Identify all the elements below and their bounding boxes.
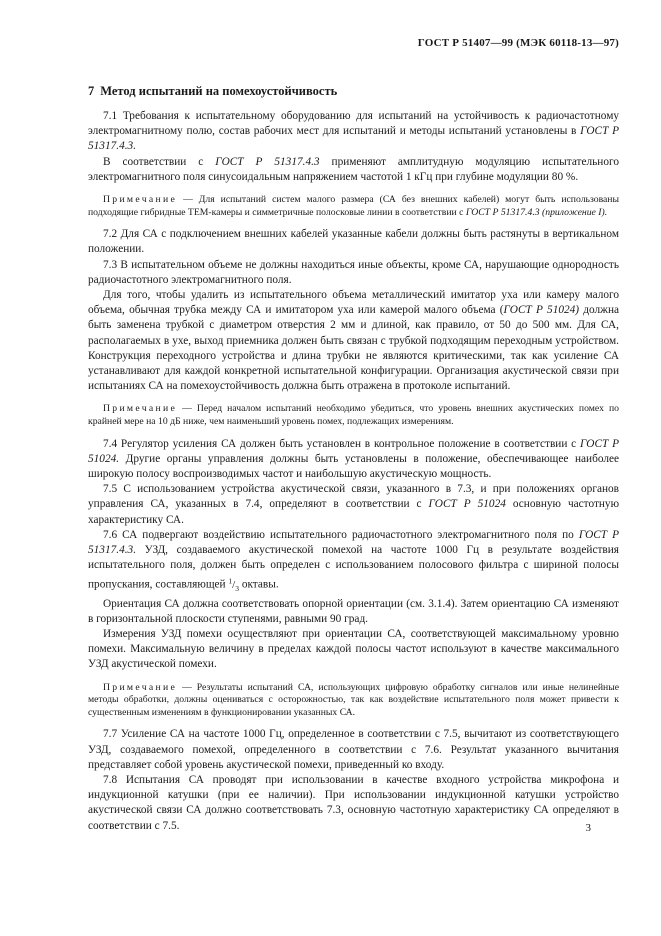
- standard-reference: ГОСТ Р 51317.4.3.: [88, 125, 619, 153]
- section-title: Метод испытаний на помехоустойчивость: [100, 84, 338, 98]
- paragraph-modulation: [88, 155, 619, 185]
- paragraph-text: УЗД, создаваемого акустической помехой на частоте 1000 Гц в результате воздействия испытательного поля, должен быть определен с использованием полосового фильтра с шириной полосы пропускания, составляющей: [88, 544, 619, 592]
- standard-reference: ГОСТ Р 51317.4.3 (приложение I).: [465, 206, 608, 218]
- note-text: — Для испытаний систем малого размера (СА без внешних кабелей) могут быть использованы подходящие гибридные ТЕМ-камеры и симметричные полосковые линии в соответствии с: [88, 194, 620, 218]
- running-header: ГОСТ Р 51407—99 (МЭК 60118-13—97): [417, 37, 619, 49]
- note-label: Примечание: [103, 403, 178, 415]
- paragraph-7-6: [88, 528, 619, 597]
- standard-reference: ГОСТ Р 51317.4.3: [215, 155, 320, 168]
- paragraph-text: В соответствии с: [103, 155, 204, 168]
- paragraph-7-4: [88, 437, 619, 483]
- note-1: [88, 194, 619, 219]
- paragraph-ear-simulator: [88, 288, 619, 394]
- paragraph-measurement: Измерения УЗД помехи осуществляют при ориентации СА, соответствующей максимальному уровню помехи. Максимальную величину в пределах каждой полосы частот используют в качестве максимального УЗД акустической помехи.: [88, 627, 619, 671]
- paragraph-7-1: [88, 109, 619, 155]
- paragraph-orientation: Ориентация СА должна соответствовать опорной ориентации (см. 3.1.4). Затем ориентацию СА изменяют в горизонтальной плоскости ступенями, равными 90 град.: [88, 597, 619, 625]
- paragraph-text: 7.5 С использованием устройства акустической связи, указанного в 7.3, и при положениях органов управления СА, указанных в 7.4, определяют в соответствии с: [88, 483, 619, 511]
- paragraph-text: 7.4 Регулятор усиления СА должен быть установлен в контрольное положение в соответствии с: [103, 437, 577, 450]
- fraction-denominator: 3: [235, 584, 239, 594]
- section-number: 7: [88, 84, 95, 98]
- paragraph-text: октавы.: [241, 579, 279, 592]
- page-number: 3: [585, 822, 591, 834]
- paragraph-7-8: 7.8 Испытания СА проводят при использовании в качестве входного устройства микрофона и индукционной катушки (при ее наличии). При использовании индукционной катушки устройство акустической связи СА должно соответствовать 7.3, основную частотную характеристику СА определяют в соответствии с 7.5.: [88, 773, 619, 832]
- page-content: [88, 84, 619, 834]
- note-text: — Перед началом испытаний необходимо убедиться, что уровень внешних акустических помех по крайней мере на 10 дБ ниже, чем наименьший уровень помех, подлежащих измерениям.: [88, 403, 619, 428]
- fraction-numerator: 1: [228, 576, 233, 586]
- paragraph-text: 7.1 Требования к испытательному оборудованию для испытаний на устойчивость к радиочастотному электромагнитному полю, состав рабочих мест для испытаний и методы испытаний установлены в: [88, 110, 619, 138]
- standard-reference: ГОСТ Р 51317.4.3.: [88, 528, 620, 557]
- note-text: — Результаты испытаний СА, использующих цифровую обработку сигналов или иные нелинейные методы обработки, должны оцениваться с осторожностью, так как воздействие испытательного поля может привести к существенным изменениям в функционировании указанных СА.: [88, 681, 620, 718]
- note-label: Примечание: [103, 194, 178, 206]
- section-heading: [88, 84, 619, 99]
- standard-reference: ГОСТ Р 51024.: [88, 437, 620, 465]
- paragraph-text: Для того, чтобы удалить из испытательного объема металлический имитатор уха или камеру малого объема, обычная трубка между СА и имитатором уха или камерой малого объема (: [88, 289, 619, 317]
- fraction-one-third: $^1/_3$: [228, 576, 239, 594]
- note-label: Примечание: [103, 681, 178, 693]
- paragraph-text: основную частотную характеристику СА.: [88, 498, 620, 526]
- paragraph-text: применяют амплитудную модуляцию испытательного электромагнитного поля синусоидальным напряжением частотой 1 кГц при глубине модуляции 80 %.: [88, 155, 619, 183]
- paragraph-7-2: 7.2 Для СА с подключением внешних кабелей указанные кабели должны быть растянуты в вертикальном положении.: [88, 228, 619, 256]
- paragraph-text: должна быть заменена трубкой с диаметром отверстия 2 мм и длиной, как правило, от 50 до 500 мм. Для СА, располагаемых в ухе, выход приемника должен быть связан с трубкой подходящим переходным устройством. Конструкция переходного устройства и длина трубки не являются критическими, так как усиление СА устанавливают для каждой конкретной испытательной конфигурации. Организация акустической связи при испытаниях СА на помехоустойчивость должна быть отражена в протоколе испытаний.: [88, 304, 620, 393]
- paragraph-text: 7.6 СА подвергают воздействию испытательного радиочастотного электромагнитного поля по: [103, 528, 574, 541]
- standard-reference: ГОСТ Р 51024: [428, 498, 506, 511]
- paragraph-text: Другие органы управления должны быть установлены в положение, обеспечивающее наиболее широкую полосу воспроизводимых частот и наибольшую акустическую мощность.: [88, 452, 620, 481]
- standard-reference: ГОСТ Р 51024): [503, 304, 580, 317]
- paragraph-7-5: [88, 482, 619, 528]
- paragraph-7-3: 7.3 В испытательном объеме не должны находиться иные объекты, кроме СА, нарушающие однородность радиочастотного электромагнитного поля.: [88, 258, 619, 286]
- note-2: [88, 403, 619, 428]
- paragraph-7-7: 7.7 Усиление СА на частоте 1000 Гц, определенное в соответствии с 7.5, вычитают из соответствующего УЗД, создаваемого помехой, определенного в соответствии с 7.6. Результат указанного вычитания представляет собой уровень акустической помехи, приведенный ко входу.: [88, 728, 619, 771]
- note-3: [88, 682, 619, 720]
